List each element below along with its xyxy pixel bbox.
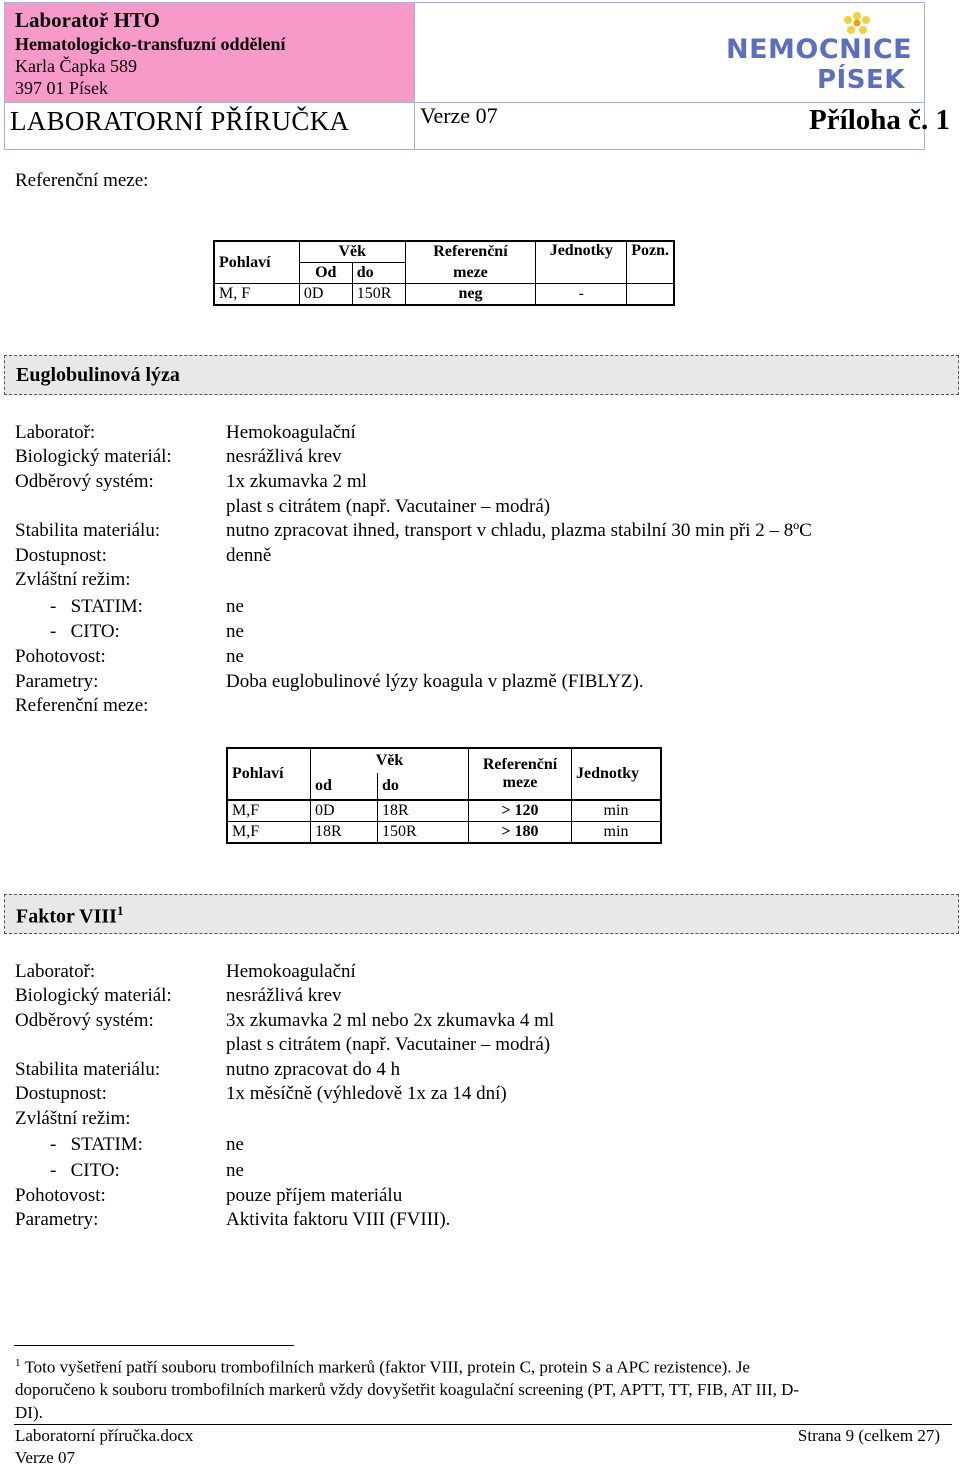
cell-pohlavi: M,F xyxy=(227,822,311,844)
label-parametry: Parametry: xyxy=(15,671,99,692)
label-stabilita: Stabilita materiálu: xyxy=(15,520,161,541)
th-do: do xyxy=(352,263,405,284)
cell-ref: > 120 xyxy=(469,800,572,822)
cell-jednotky: min xyxy=(603,823,629,840)
label-laborator: Laboratoř: xyxy=(15,961,96,982)
value-dostupnost: 1x měsíčně (výhledově 1x za 14 dní) xyxy=(226,1083,507,1104)
value-stabilita: nutno zpracovat do 4 h xyxy=(226,1059,401,1080)
value-pohotovost: ne xyxy=(226,646,244,667)
label-dostupnost: Dostupnost: xyxy=(15,1083,107,1104)
cell-do: 150R xyxy=(352,284,405,306)
label-cito: - CITO: xyxy=(50,621,120,642)
th-jednotky: Jednotky xyxy=(536,241,627,284)
value-dostupnost: denně xyxy=(226,545,272,566)
label-ref-meze: Referenční meze: xyxy=(15,695,149,716)
th-vek: Věk xyxy=(375,752,404,769)
th-do: do xyxy=(378,773,469,800)
label-stabilita: Stabilita materiálu: xyxy=(15,1059,161,1080)
footnote-separator xyxy=(14,1345,294,1346)
footnote-marker: 1 xyxy=(15,1357,21,1369)
cell-od: 0D xyxy=(299,284,352,306)
label-laborator: Laboratoř: xyxy=(15,422,96,443)
label-zvlastni-rezim: Zvláštní režim: xyxy=(15,569,131,590)
label-pohotovost: Pohotovost: xyxy=(15,1185,106,1206)
header-lab-block xyxy=(5,3,415,103)
header-street: Karla Čapka 589 xyxy=(15,56,137,76)
ref-table-top xyxy=(213,240,675,306)
label-zvlastni-rezim: Zvláštní režim: xyxy=(15,1108,131,1129)
value-parametry: Doba euglobulinové lýzy koagula v plazmě (FIBLYZ). xyxy=(226,671,644,692)
value-odberovy-system-2: plast s citrátem (např. Vacutainer – modrá) xyxy=(226,1034,551,1055)
footer-file-name: Laboratorní příručka.docx xyxy=(15,1426,194,1445)
value-statim: ne xyxy=(226,1134,244,1155)
label-statim: - STATIM: xyxy=(50,1134,143,1155)
table-row xyxy=(227,800,661,822)
th-ref xyxy=(469,748,572,800)
label-material: Biologický materiál: xyxy=(15,446,172,467)
value-laborator: Hemokoagulační xyxy=(226,422,356,443)
value-odberovy-system-2: plast s citrátem (např. Vacutainer – modrá) xyxy=(226,496,551,517)
section-title xyxy=(16,903,123,929)
table-row xyxy=(214,284,674,306)
cell-pohlavi: M, F xyxy=(214,284,299,306)
th-pohlavi: Pohlaví xyxy=(214,241,299,284)
ref-limits-label: Referenční meze: xyxy=(15,170,149,191)
section-header-euglobulin xyxy=(4,355,959,395)
section-title-text: Faktor VIII xyxy=(16,905,117,928)
value-pohotovost: pouze příjem materiálu xyxy=(226,1185,403,1206)
cell-pozn xyxy=(627,284,674,306)
th-od: Od xyxy=(299,263,352,284)
header-city: 397 01 Písek xyxy=(15,78,109,98)
th-ref-2: meze xyxy=(502,774,538,791)
cell-jednotky: - xyxy=(536,284,627,306)
cell-do: 150R xyxy=(378,822,469,844)
value-odberovy-system-1: 3x zkumavka 2 ml nebo 2x zkumavka 4 ml xyxy=(226,1010,555,1031)
label-odberovy-system: Odběrový systém: xyxy=(15,1010,154,1031)
label-parametry: Parametry: xyxy=(15,1209,99,1230)
value-cito: ne xyxy=(226,1160,244,1181)
header-version: Verze 07 xyxy=(420,103,498,128)
th-vek: Věk xyxy=(299,241,405,263)
footnote-line-3: DI). xyxy=(15,1403,43,1422)
cell-jednotky: min xyxy=(572,800,662,822)
section-title: Euglobulinová lýza xyxy=(16,364,180,386)
label-cito: - CITO: xyxy=(50,1160,120,1181)
cell-pohlavi: M,F xyxy=(227,800,311,822)
th-jednotky: Jednotky xyxy=(572,748,662,800)
footer-separator xyxy=(14,1424,952,1425)
hospital-logo xyxy=(722,10,912,96)
footnote-ref: 1 xyxy=(116,903,124,918)
section-header-faktor-viii xyxy=(4,894,959,934)
header-lab-name: Laboratoř HTO xyxy=(15,8,160,32)
footnote-line-1 xyxy=(15,1357,750,1378)
th-ref-1: Referenční xyxy=(405,241,536,263)
table-row xyxy=(227,822,661,844)
value-stabilita: nutno zpracovat ihned, transport v chladu, plazma stabilní 30 min při 2 – 8ºC xyxy=(226,520,812,541)
cell-ref: > 180 xyxy=(469,822,572,844)
label-pohotovost: Pohotovost: xyxy=(15,646,106,667)
footer-version: Verze 07 xyxy=(15,1448,75,1467)
th-ref-2: meze xyxy=(405,263,536,284)
label-statim: - STATIM: xyxy=(50,596,143,617)
logo-text-nemocnice: NEMOCNICE xyxy=(726,34,913,65)
value-parametry: Aktivita faktoru VIII (FVIII). xyxy=(226,1209,451,1230)
label-material: Biologický materiál: xyxy=(15,985,172,1006)
cell-od: 0D xyxy=(311,800,378,822)
cell-ref: neg xyxy=(405,284,536,306)
header-doc-title: LABORATORNÍ PŘÍRUČKA xyxy=(10,106,350,136)
label-dostupnost: Dostupnost: xyxy=(15,545,107,566)
footnote-text-1: Toto vyšetření patří souboru trombofilních markerů (faktor VIII, protein C, protein S a APC rezistence). Je xyxy=(20,1357,750,1377)
th-od: od xyxy=(311,773,378,800)
value-statim: ne xyxy=(226,596,244,617)
header-attachment: Příloha č. 1 xyxy=(809,104,950,136)
footnote-line-2: doporučeno k souboru trombofilních markerů vždy dovyšetřit koagulační screening (PT, APTT, TT, FIB, AT III, D- xyxy=(15,1380,800,1399)
cell-od: 18R xyxy=(311,822,378,844)
footer-page-number: Strana 9 (celkem 27) xyxy=(797,1426,940,1445)
header-department: Hematologicko-transfuzní oddělení xyxy=(15,34,286,54)
value-laborator: Hemokoagulační xyxy=(226,961,356,982)
th-ref-1: Referenční xyxy=(482,756,558,773)
th-pozn: Pozn. xyxy=(627,241,674,284)
cell-do: 18R xyxy=(378,800,469,822)
value-material: nesrážlivá krev xyxy=(226,985,342,1006)
value-material: nesrážlivá krev xyxy=(226,446,342,467)
value-cito: ne xyxy=(226,621,244,642)
ref-table-euglobulin xyxy=(226,747,662,844)
logo-text-pisek: PÍSEK xyxy=(817,65,905,95)
th-pohlavi: Pohlaví xyxy=(227,748,311,800)
value-odberovy-system-1: 1x zkumavka 2 ml xyxy=(226,471,367,492)
label-odberovy-system: Odběrový systém: xyxy=(15,471,154,492)
